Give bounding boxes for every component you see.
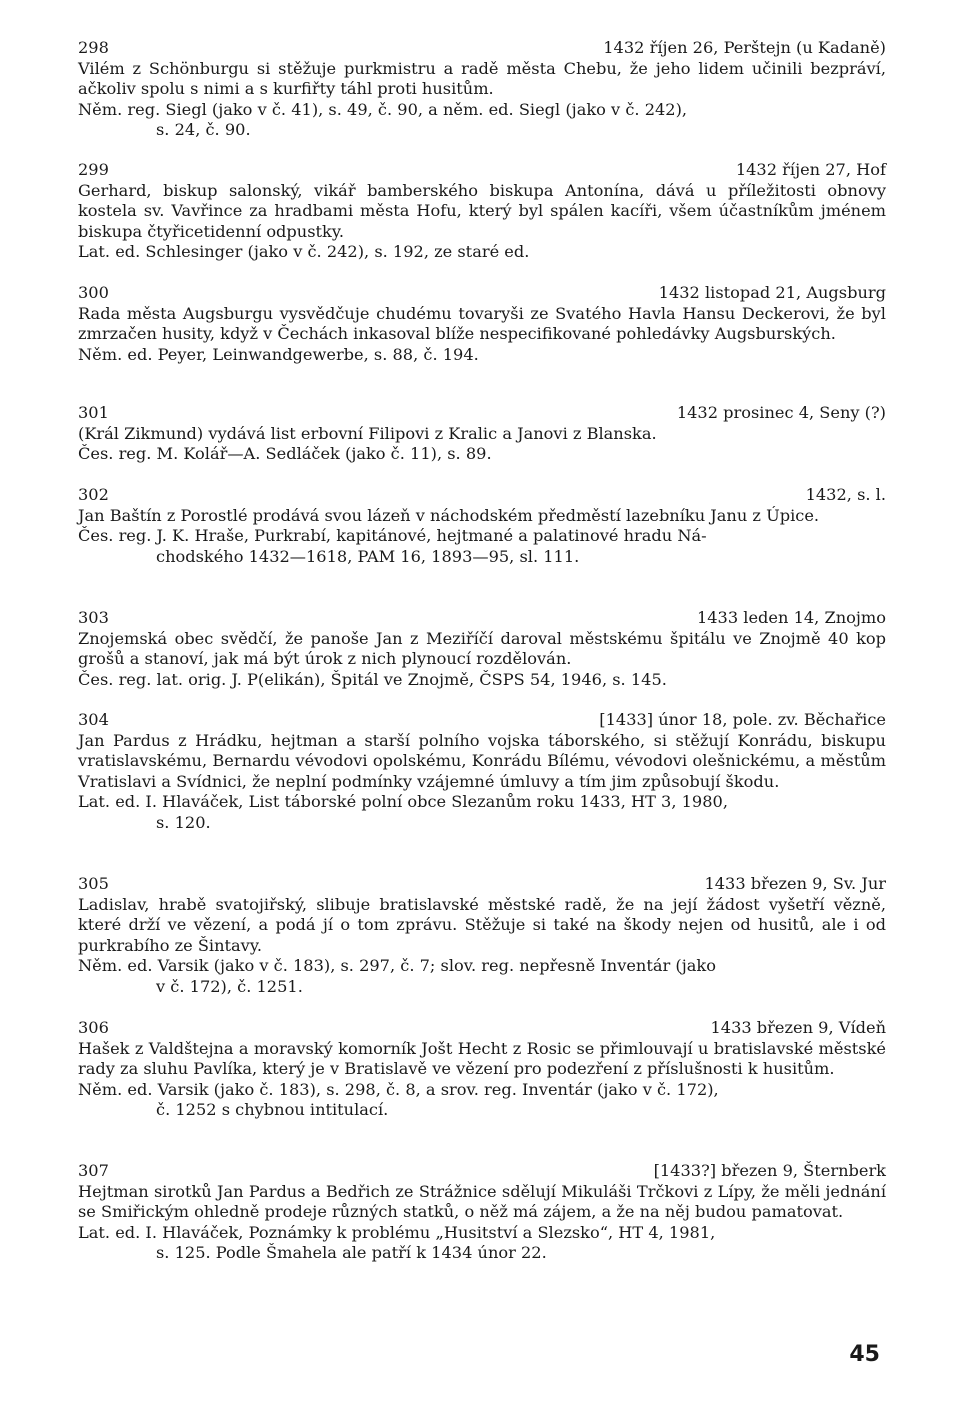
entry-header [78,485,886,506]
source-line: Čes. reg. M. Kolář—A. Sedláček (jako č. 11), s. 89. [78,444,492,464]
entry-date-place: 1432 říjen 26, Perštejn (u Kadaně) [603,38,886,57]
entry-date-place: 1433 březen 9, Vídeň [710,1018,886,1037]
entry-regest: Hejtman sirotků Jan Pardus a Bedřich ze Strážnice sdělují Mikuláši Trčkovi z Lípy, že měli jednání se Smiřickým ohledně prodeje různých statků, o něž má zájem, a že na něj budou pamatovat. [78,1181,886,1222]
entry-header [78,1018,886,1039]
entry-sources [78,444,886,465]
source-line: Něm. ed. Varsik (jako v č. 183), s. 297, č. 7; slov. reg. nepřesně Inventár (jako [78,956,716,976]
entry-sources [78,792,886,833]
entry-sources [78,242,886,263]
entry-header [78,403,886,424]
source-line: chodského 1432—1618, PAM 16, 1893—95, sl. 111. [156,546,580,566]
entry-sources [78,345,886,366]
source-line: Něm. reg. Siegl (jako v č. 41), s. 49, č. 90, a něm. ed. Siegl (jako v č. 242), [78,99,688,119]
entry-date-place: 1432 prosinec 4, Seny (?) [676,403,886,422]
entry-header [78,710,886,731]
entry-date-place: 1433 březen 9, Sv. Jur [704,874,886,893]
entry-306 [78,1018,886,1121]
entry-299 [78,160,886,263]
entry-number: 306 [78,1018,109,1037]
entry-date-place: 1432 listopad 21, Augsburg [658,283,886,302]
entry-number: 304 [78,710,109,729]
source-line: Lat. ed. Schlesinger (jako v č. 242), s. 192, ze staré ed. [78,242,530,262]
source-line: Čes. reg. lat. orig. J. P(elikán), Špitál ve Znojmě, ČSPS 54, 1946, s. 145. [78,669,667,689]
entry-regest: Gerhard, biskup salonský, vikář bamberského biskupa Antonína, dává u příležitosti obnovy kostela sv. Vavřince za hradbami města Hofu, který byl spálen kacíři, všem účastníkům jménem biskupa čtyřicetidenní odpustky. [78,180,886,241]
entry-number: 303 [78,608,109,627]
page-number: 45 [849,1342,880,1367]
entry-number: 299 [78,160,109,179]
entry-regest: Znojemská obec svědčí, že panoše Jan z Meziříčí daroval městskému špitálu ve Znojmě 40 kop grošů a stanoví, jak má být úrok z nich plynoucí rozdělován. [78,628,886,669]
source-line: s. 24, č. 90. [156,120,251,140]
source-line: s. 125. Podle Šmahela ale patří k 1434 únor 22. [156,1243,547,1263]
entry-number: 300 [78,283,109,302]
entry-header [78,608,886,629]
entry-sources [78,956,886,997]
entry-number: 298 [78,38,109,57]
entry-regest: Ladislav, hrabě svatojiřský, slibuje bratislavské městské radě, že na její žádost vyšetří vězně, které drží ve vězení, a podá jí o tom zprávu. Stěžuje si také na škody nejen od husitů, ale i od purkrabího ze Šintavy. [78,894,886,955]
entry-298 [78,38,886,141]
entry-regest: Jan Pardus z Hrádku, hejtman a starší polního vojska táborského, si stěžují Konrádu, biskupu vratislavskému, Bernardu vévodovi opolskému, Konrádu Bílému, vévodovi olešnickému, a městům Vratislavi a Svídnici, že neplní podmínky vzájemné úmluvy a tím jim způsobují škodu. [78,730,886,791]
entry-sources [78,526,886,567]
entry-305 [78,874,886,998]
entry-300 [78,283,886,365]
entry-303 [78,608,886,690]
entry-number: 307 [78,1161,109,1180]
entry-header [78,160,886,181]
source-line: Lat. ed. I. Hlaváček, Poznámky k problému „Husitství a Slezsko“, HT 4, 1981, [78,1222,716,1242]
source-line: Čes. reg. J. K. Hraše, Purkrabí, kapitánové, hejtmané a palatinové hradu Ná- [78,526,707,546]
entry-header [78,1161,886,1182]
entry-sources [78,1080,886,1121]
entry-date-place: 1432, s. l. [805,485,886,504]
source-line: Lat. ed. I. Hlaváček, List táborské polní obce Slezanům roku 1433, HT 3, 1980, [78,792,728,812]
source-line: č. 1252 s chybnou intitulací. [156,1100,389,1120]
entry-header [78,874,886,895]
entry-number: 302 [78,485,109,504]
entry-header [78,283,886,304]
entry-307 [78,1161,886,1264]
entry-regest: Vilém z Schönburgu si stěžuje purkmistru a radě města Chebu, že jeho lidem učinili bezpráví, ačkoliv spolu s nimi a s kurfiřty táhl proti husitům. [78,58,886,99]
entry-302 [78,485,886,567]
source-line: Něm. ed. Varsik (jako č. 183), s. 298, č. 8, a srov. reg. Inventár (jako v č. 172), [78,1079,719,1099]
source-line: s. 120. [156,812,211,832]
entry-header [78,38,886,59]
source-line: Něm. ed. Peyer, Leinwandgewerbe, s. 88, č. 194. [78,344,479,364]
entry-regest: Jan Baštín z Porostlé prodává svou lázeň v náchodském předměstí lazebníku Janu z Úpice. [78,505,820,525]
entry-date-place: [1433?] březen 9, Šternberk [653,1161,886,1180]
entry-sources [78,100,886,141]
entry-304 [78,710,886,834]
entry-date-place: 1432 říjen 27, Hof [735,160,886,179]
entry-301 [78,403,886,465]
entry-date-place: 1433 leden 14, Znojmo [696,608,886,627]
entry-sources [78,670,886,691]
entry-regest: Rada města Augsburgu vysvědčuje chudému tovaryši ze Svatého Havla Hansu Deckerovi, že byl zmrzačen husity, když v Čechách inkasoval blíže nespecifikované pohledávky Augsburských. [78,303,886,344]
source-line: v č. 172), č. 1251. [156,976,303,996]
entry-regest: (Král Zikmund) vydává list erbovní Filipovi z Kralic a Janovi z Blanska. [78,423,657,443]
entry-regest: Hašek z Valdštejna a moravský komorník Jošt Hecht z Rosic se přimlouvají u bratislavské městské rady za sluhu Pavlíka, který je v Bratislavě ve vězení pro podezření z příslušnosti k husitům. [78,1038,886,1079]
entry-number: 305 [78,874,109,893]
entry-date-place: [1433] únor 18, pole. zv. Běchařice [599,710,886,729]
entry-sources [78,1223,886,1264]
entry-number: 301 [78,403,109,422]
